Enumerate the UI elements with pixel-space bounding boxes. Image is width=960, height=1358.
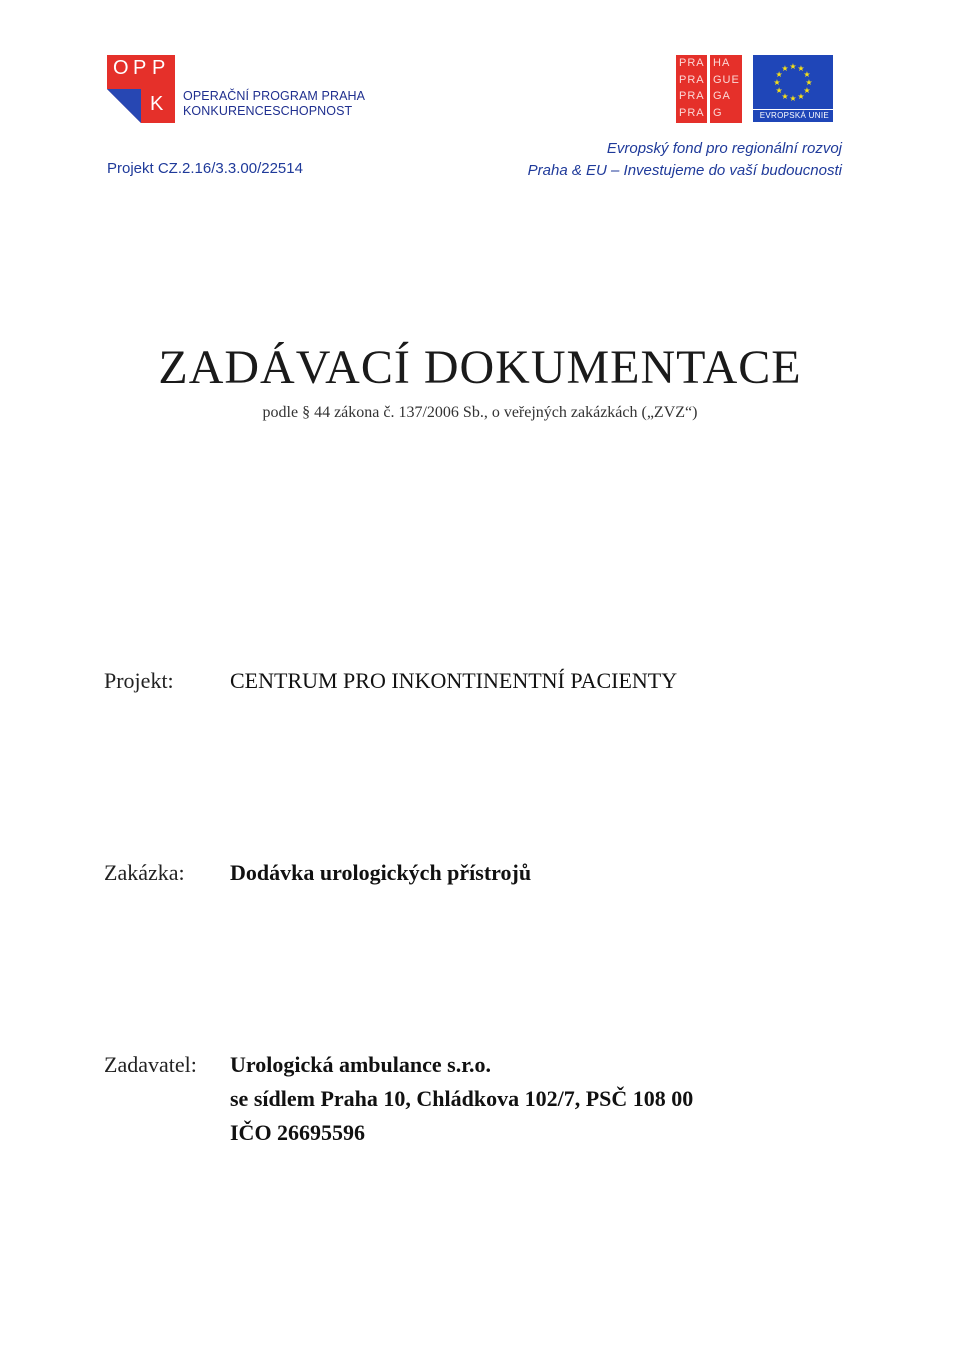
praha-logo-text: GUE: [713, 73, 740, 86]
eu-star-icon: ★: [803, 70, 811, 79]
document-title: ZADÁVACÍ DOKUMENTACE: [158, 341, 802, 394]
eu-star-icon: ★: [775, 86, 783, 95]
praha-logo-text: PRA: [679, 57, 705, 69]
praha-logo-left-column: [676, 55, 707, 123]
project-code: Projekt CZ.2.16/3.3.00/22514: [107, 160, 303, 177]
contracting-authority-label: Zadavatel:: [104, 1052, 197, 1077]
eu-star-icon: ★: [803, 86, 811, 95]
fund-line: Evropský fond pro regionální rozvoj: [606, 140, 842, 157]
oppk-logo: [107, 55, 175, 123]
oppk-letter-o: O: [113, 57, 129, 79]
praha-logo-text: PRA: [679, 90, 705, 102]
oppk-letter-p2: P: [152, 57, 166, 79]
eu-star-icon: ★: [805, 78, 813, 87]
project-label: Projekt:: [104, 668, 174, 693]
praha-logo-right-column: [710, 55, 742, 123]
document-subtitle: podle § 44 zákona č. 137/2006 Sb., o veřejných zakázkách („ZVZ“): [262, 404, 698, 421]
oppk-letter-k: K: [150, 93, 164, 115]
oppk-letter-p1: P: [133, 57, 147, 79]
eu-star-icon: ★: [789, 94, 797, 103]
contract-value: Dodávka urologických přístrojů: [230, 860, 532, 885]
praha-logo-text: PRA: [679, 106, 705, 119]
eu-label: [753, 110, 833, 122]
eu-star-icon: ★: [781, 91, 789, 101]
oppk-program-line1: OPERAČNÍ PROGRAM PRAHA: [183, 89, 366, 103]
praha-logo-text: PRA: [679, 73, 705, 86]
praha-logo: [676, 55, 742, 123]
praha-logo-text: G: [713, 106, 723, 119]
eu-star-icon: ★: [775, 70, 783, 79]
eu-star-icon: ★: [797, 91, 805, 101]
eu-star-icon: ★: [789, 62, 797, 71]
eu-star-icon: ★: [773, 78, 781, 87]
eu-star-icon: ★: [781, 64, 789, 74]
eu-label-text: EVROPSKÁ UNIE: [759, 111, 829, 120]
eu-flag-icon: [753, 55, 833, 109]
project-value: CENTRUM PRO INKONTINENTNÍ PACIENTY: [230, 668, 678, 693]
contract-label: Zakázka:: [104, 860, 185, 885]
oppk-program-name: [183, 89, 365, 119]
contracting-authority-ico: IČO 26695596: [230, 1120, 366, 1145]
eu-star-icon: ★: [797, 64, 805, 74]
contracting-authority-name: Urologická ambulance s.r.o.: [230, 1052, 491, 1077]
motto: Praha & EU – Investujeme do vaší budoucnosti: [527, 162, 842, 179]
oppk-program-line2: KONKURENCESCHOPNOST: [183, 104, 353, 118]
praha-logo-text: GA: [713, 90, 731, 102]
contracting-authority-address: se sídlem Praha 10, Chládkova 102/7, PSČ 108 00: [230, 1086, 694, 1111]
praha-logo-text: HA: [713, 57, 731, 69]
